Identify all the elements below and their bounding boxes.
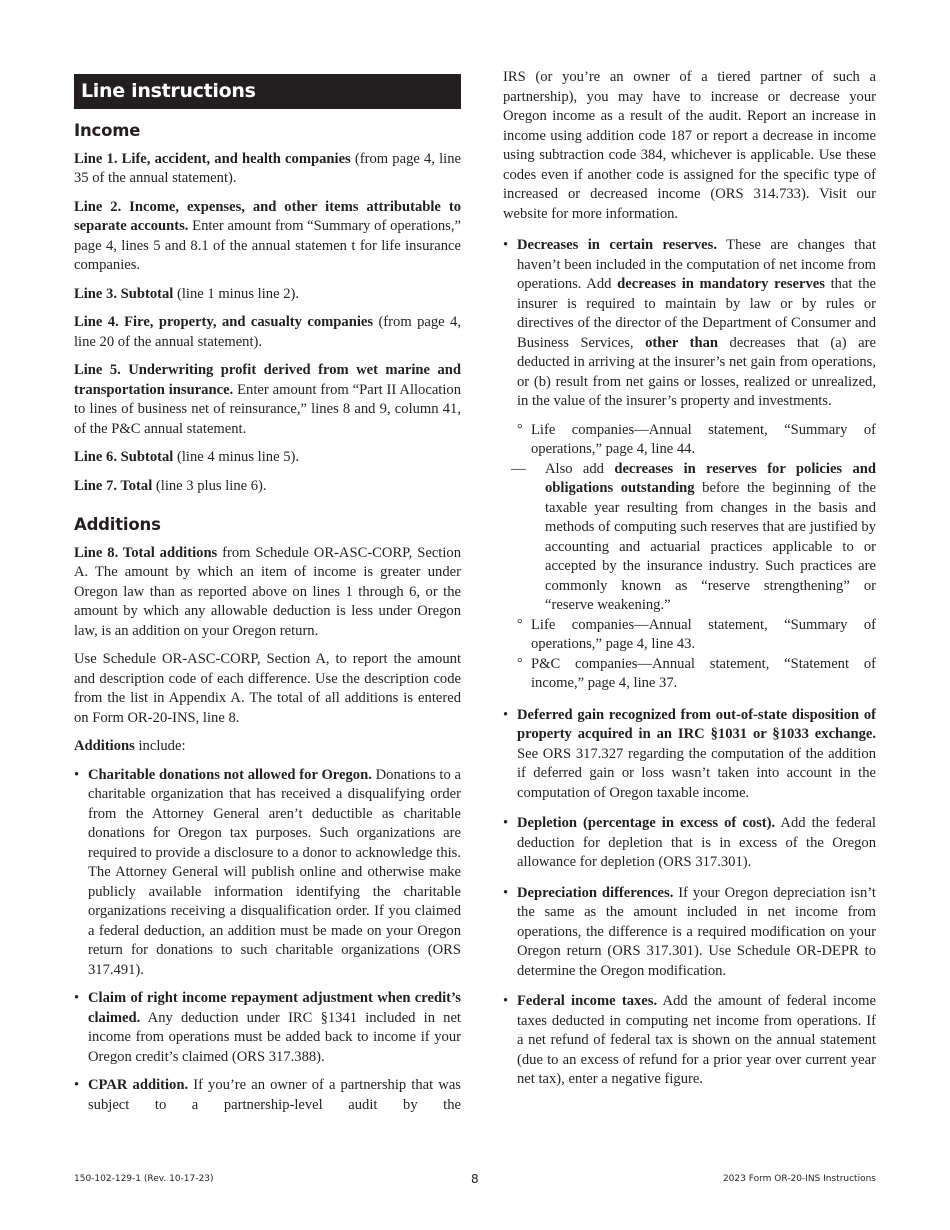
reserves-sublist-2 [503, 616, 876, 694]
page-number: 8 [471, 1172, 479, 1186]
list-item-deferred-gain: • Deferred gain recognized from out-of-state disposition of property acquired in an IRC §1031 or §1033 exchange. See ORS 317.327 regarding the computation of the addition if deferred gain or loss wasn’t taken into account in the computation of Oregon taxable income. [503, 706, 876, 804]
right-column [503, 68, 876, 1090]
sublist-item-life-line-43: ° Life companies—Annual statement, “Summary of operations,” page 4, line 43. [517, 616, 876, 655]
list-item-claim-of-right: • Claim of right income repayment adjustment when credit’s claimed. Any deduction under IRC §1341 included in net income from operations must be added back to income if your Oregon credit’s claimed (ORS 317.388). [74, 989, 461, 1067]
additions-include-label: Additions include: [74, 738, 186, 754]
form-number: 150-102-129-1 (Rev. 10-17-23) [74, 1174, 214, 1184]
line-8-instruction: Line 8. Total additions from Schedule OR-ASC-CORP, Section A. The amount by which an item of income is greater under Oregon law than as reported above on lines 1 through 6, or the amount by which any allowable deduction is less under Oregon law, is an addition on your Oregon return. [74, 544, 461, 639]
cpar-continued: IRS (or you’re an owner of a tiered partner of such a partnership), you may have to increase or decrease your Oregon income as a result of the audit. Report an increase in income using addition code 187 or report a decrease in income using subtraction code 384, whichever is applicable. Use these codes even if another code is assigned for the specific type of increased or decreased income (ORS 314.733). Visit our website for more information. [503, 69, 876, 222]
line-7-instruction: Line 7. Total (line 3 plus line 6). [74, 477, 267, 494]
sublist-item-reserve-strengthening: — Also add decreases in reserves for policies and obligations outstanding before the beginning of the taxable year resulting from changes in the basis and methods of computing such reserves that are justified by accounting and actuarial practices applicable to or accepted by the insurance industry. Such practices are commonly known as “reserve strengthening” or “reserve weakening.” [511, 460, 876, 613]
sublist-item-life-line-44: ° Life companies—Annual statement, “Summary of operations,” page 4, line 44. [517, 421, 876, 460]
line-4-instruction: Line 4. Fire, property, and casualty companies (from page 4, line 20 of the annual statement). [74, 314, 461, 350]
left-column [74, 68, 461, 1115]
income-heading: Income [74, 121, 141, 140]
additions-list-more [503, 706, 876, 1090]
line-1-instruction: Line 1. Life, accident, and health companies (from page 4, line 35 of the annual statement). [74, 150, 461, 186]
document-title: 2023 Form OR-20-INS Instructions [722, 1174, 876, 1184]
schedule-instruction: Use Schedule OR-ASC-CORP, Section A, to report the amount and description code of each difference. Use the description code from the list in Appendix A. The total of all additions is entered on Form OR-20-INS, line 8. [74, 651, 461, 726]
line-6-instruction: Line 6. Subtotal (line 4 minus line 5). [74, 449, 299, 465]
line-3-instruction: Line 3. Subtotal (line 1 minus line 2). [74, 285, 299, 302]
list-item-decreases-in-reserves: • Decreases in certain reserves. These are changes that haven’t been included in the computation of net income from operations. Add decreases in mandatory reserves that the insurer is required to maintain by law or by rules or directives of the director of the Department of Consumer and Business Services, other than decreases that (a) are deducted in arriving at the insurer’s net gain from operations, or (b) result from net gains or losses, realized or unrealized, in the value of the insurer’s property and investments. [503, 236, 876, 412]
list-item-depletion: • Depletion (percentage in excess of cost). Add the federal deduction for depletion that is in excess of the Oregon allowance for depletion (ORS 317.301). [503, 814, 876, 873]
sublist-item-pc-line-37: ° P&C companies—Annual statement, “Statement of income,” page 4, line 37. [517, 655, 876, 694]
line-2-instruction: Line 2. Income, expenses, and other items attributable to separate accounts. Enter amount from “Summary of operations,” page 4, lines 5 and 8.1 of the annual statemen t for life insurance companies. [74, 198, 461, 273]
additions-list [74, 766, 461, 1116]
line-5-instruction: Line 5. Underwriting profit derived from wet marine and transportation insurance. Enter amount from “Part II Allocation to lines of business net of reinsurance,” lines 8 and 9, column 41, of the P&C annual statement. [74, 362, 462, 437]
list-item-cpar-addition: • CPAR addition. If you’re an owner of a partnership that was subject to a partnership-level audit by the [74, 1076, 461, 1115]
reserves-sublist [503, 421, 876, 460]
section-banner: Line instructions [74, 74, 461, 109]
list-item-federal-income-taxes: • Federal income taxes. Add the amount of federal income taxes deducted in computing net income from operations. If a net refund of federal tax is shown on the annual statement (due to an excess of refund for a prior year over current year net tax), enter a negative figure. [503, 992, 876, 1090]
list-item-depreciation: • Depreciation differences. If your Oregon depreciation isn’t the same as the amount included in net income from operations, the difference is a required modification on your Oregon return (ORS 317.301). Use Schedule OR-DEPR to determine the Oregon modification. [503, 884, 876, 982]
additions-heading: Additions [74, 515, 161, 534]
additions-list-continued [503, 236, 876, 412]
list-item-charitable-donations: • Charitable donations not allowed for Oregon. Donations to a charitable organization that has received a disqualifying order from the Attorney General aren’t deductible as charitable donations for Oregon tax purposes. Such organizations are required to provide a disclosure to a donor to acknowledge this. The Attorney General will publish online and otherwise make publicly available information identifying the charitable organizations receiving a disqualification order. If you claimed a federal deduction, an addition must be made on your Oregon return for donations to such charitable organizations (ORS 317.491). [74, 766, 461, 981]
dash-marker: — [511, 460, 526, 477]
